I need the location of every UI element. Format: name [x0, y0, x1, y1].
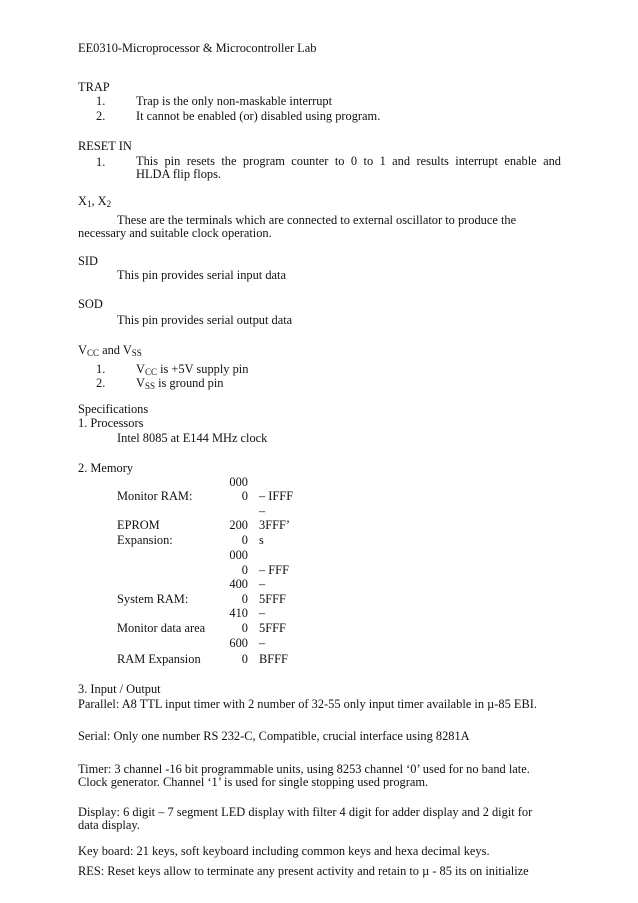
- memory-address: 410: [229, 606, 248, 620]
- memory-address: 0: [241, 652, 248, 666]
- memory-label-expansion: Expansion:: [117, 533, 173, 547]
- memory-address: 000: [229, 475, 248, 489]
- reset-in-item-line-1: This pin resets the program counter to 0 to 1 and results interrupt enable and: [136, 155, 561, 168]
- memory-range: 5FFF: [259, 621, 286, 635]
- memory-range: 5FFF: [259, 592, 286, 606]
- memory-address: 400: [229, 577, 248, 591]
- memory-heading: 2. Memory: [78, 461, 134, 475]
- memory-range: – IFFF: [259, 489, 294, 503]
- memory-label-ram-expansion: RAM Expansion: [117, 652, 201, 666]
- memory-address: 200: [229, 518, 248, 532]
- io-timer-line-2: Clock generator. Channel ‘1’ is used for single stopping used program.: [78, 775, 429, 789]
- memory-range: – FFF: [259, 563, 289, 577]
- io-res: RES: Reset keys allow to terminate any present activity and retain to µ - 85 its on initialize: [78, 864, 529, 878]
- memory-label-monitor-data-area: Monitor data area: [117, 621, 206, 635]
- reset-in-heading: RESET IN: [78, 139, 132, 153]
- trap-item-2: It cannot be enabled (or) disabled using program.: [136, 109, 381, 123]
- vcc-vss-heading: $V_{CC}$ and $V_{SS}$: [78, 343, 142, 358]
- vss-item: $V_{SS}$ is ground pin: [136, 376, 224, 391]
- specifications-heading: Specifications: [78, 402, 149, 416]
- trap-item-1: Trap is the only non-maskable interrupt: [136, 94, 333, 108]
- memory-address: 0: [241, 563, 248, 577]
- vcc-item: $V_{CC}$ is +5V supply pin: [136, 362, 249, 377]
- memory-range: BFFF: [259, 652, 288, 666]
- memory-label-eprom: EPROM: [117, 518, 160, 532]
- io-display-line-1: Display: 6 digit – 7 segment LED display with filter 4 digit for adder display and 2 digit for: [78, 805, 533, 819]
- memory-address: 0: [241, 592, 248, 606]
- sod-text: This pin provides serial output data: [117, 313, 293, 327]
- processors-text: Intel 8085 at E144 MHz clock: [117, 431, 268, 445]
- memory-address: 0: [241, 489, 248, 503]
- memory-address: 0: [241, 621, 248, 635]
- trap-item-2-num: 2.: [96, 109, 106, 123]
- vss-item-num: 2.: [96, 376, 106, 390]
- io-timer-line-1: Timer: 3 channel -16 bit programmable units, using 8253 channel ‘0’ used for no band late.: [78, 762, 530, 776]
- sid-text: This pin provides serial input data: [117, 268, 286, 282]
- sod-heading: SOD: [78, 297, 103, 311]
- x1-x2-line-2: necessary and suitable clock operation.: [78, 226, 272, 240]
- trap-heading: TRAP: [78, 80, 110, 94]
- reset-in-item-num: 1.: [96, 155, 106, 169]
- io-serial: Serial: Only one number RS 232-C, Compatible, crucial interface using 8281A: [78, 729, 470, 743]
- processors-heading: 1. Processors: [78, 416, 144, 430]
- io-parallel: Parallel: A8 TTL input timer with 2 number of 32-55 only input timer available in µ-85 EBI.: [78, 697, 537, 711]
- memory-address: 0: [241, 533, 248, 547]
- x1-x2-heading: $X_1$, $X_2$: [78, 194, 112, 209]
- page-header: EE0310-Microprocessor & Microcontroller Lab: [78, 41, 317, 55]
- memory-range: –: [259, 606, 266, 620]
- x1-x2-line-1: These are the terminals which are connected to external oscillator to produce the: [117, 213, 517, 227]
- io-keyboard: Key board: 21 keys, soft keyboard including common keys and hexa decimal keys.: [78, 844, 490, 858]
- vcc-item-num: 1.: [96, 362, 106, 376]
- sid-heading: SID: [78, 254, 98, 268]
- memory-label-system-ram: System RAM:: [117, 592, 189, 606]
- memory-range: –: [259, 504, 266, 518]
- memory-address: 000: [229, 548, 248, 562]
- io-display-line-2: data display.: [78, 818, 140, 832]
- memory-address: 600: [229, 636, 248, 650]
- memory-range: –: [259, 577, 266, 591]
- memory-label-monitor-ram: Monitor RAM:: [117, 489, 193, 503]
- memory-range: 3FFF’: [259, 518, 290, 532]
- reset-in-item-line-2: HLDA flip flops.: [136, 167, 222, 181]
- io-heading: 3. Input / Output: [78, 682, 161, 696]
- trap-item-1-num: 1.: [96, 94, 106, 108]
- memory-range: s: [259, 533, 264, 547]
- memory-range: –: [259, 636, 266, 650]
